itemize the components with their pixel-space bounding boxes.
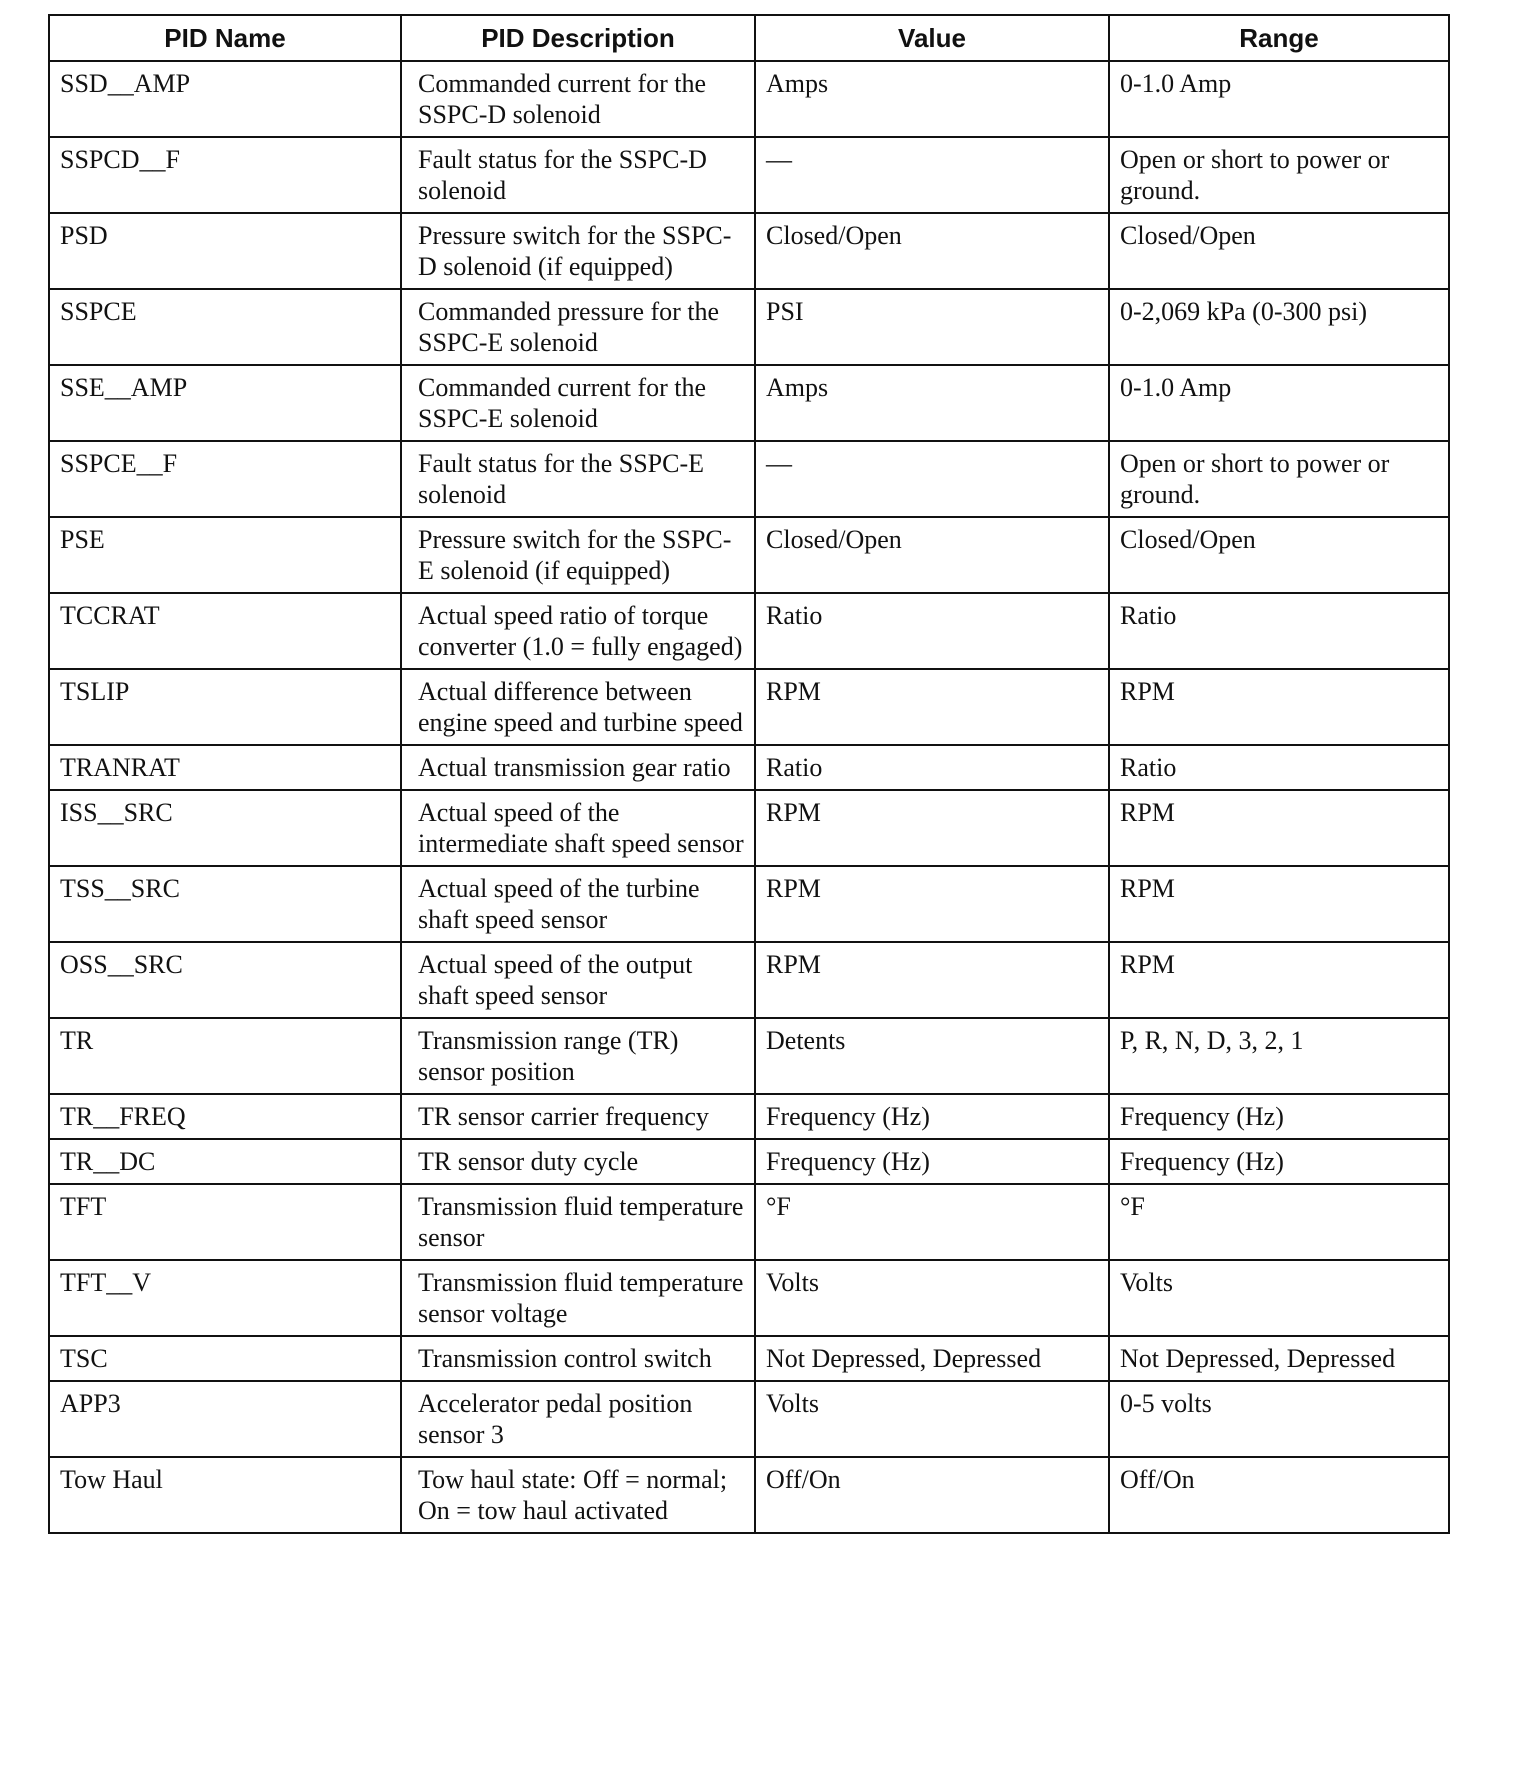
pid-range-cell: Ratio [1109, 593, 1449, 669]
pid-description-cell: Actual transmission gear ratio [401, 745, 755, 790]
pid-range-cell: 0-5 volts [1109, 1381, 1449, 1457]
pid-name-cell: PSD [49, 213, 401, 289]
pid-value-cell: RPM [755, 866, 1109, 942]
pid-name-cell: TSC [49, 1336, 401, 1381]
pid-name-cell: SSD__AMP [49, 61, 401, 137]
table-row [49, 1260, 1449, 1336]
pid-name-cell: TFT__V [49, 1260, 401, 1336]
pid-name-cell: APP3 [49, 1381, 401, 1457]
pid-value-cell: RPM [755, 669, 1109, 745]
table-row [49, 1018, 1449, 1094]
table-row [49, 61, 1449, 137]
pid-range-cell: 0-1.0 Amp [1109, 61, 1449, 137]
pid-description-cell: Commanded pressure for the SSPC-E solenoid [401, 289, 755, 365]
table-body [49, 61, 1449, 1533]
pid-range-cell: Closed/Open [1109, 213, 1449, 289]
pid-range-cell: 0-2,069 kPa (0-300 psi) [1109, 289, 1449, 365]
table-row [49, 1381, 1449, 1457]
pid-description-cell: Fault status for the SSPC-E solenoid [401, 441, 755, 517]
pid-description-cell: Transmission control switch [401, 1336, 755, 1381]
table-row [49, 1336, 1449, 1381]
pid-name-cell: TFT [49, 1184, 401, 1260]
pid-description-cell: Pressure switch for the SSPC-D solenoid (if equipped) [401, 213, 755, 289]
pid-range-cell: RPM [1109, 790, 1449, 866]
table-row [49, 593, 1449, 669]
table-row [49, 441, 1449, 517]
pid-range-cell: Frequency (Hz) [1109, 1139, 1449, 1184]
pid-value-cell: Frequency (Hz) [755, 1139, 1109, 1184]
pid-description-cell: TR sensor carrier frequency [401, 1094, 755, 1139]
pid-description-cell: Transmission fluid temperature sensor [401, 1184, 755, 1260]
pid-value-cell: Amps [755, 61, 1109, 137]
pid-name-cell: TSLIP [49, 669, 401, 745]
pid-name-cell: PSE [49, 517, 401, 593]
pid-range-cell: Open or short to power or ground. [1109, 137, 1449, 213]
pid-name-cell: SSPCE__F [49, 441, 401, 517]
pid-value-cell: Closed/Open [755, 213, 1109, 289]
pid-name-cell: TSS__SRC [49, 866, 401, 942]
pid-description-cell: Pressure switch for the SSPC-E solenoid (if equipped) [401, 517, 755, 593]
table-row [49, 289, 1449, 365]
pid-range-cell: °F [1109, 1184, 1449, 1260]
pid-name-cell: SSPCD__F [49, 137, 401, 213]
table-row [49, 1139, 1449, 1184]
pid-range-cell: P, R, N, D, 3, 2, 1 [1109, 1018, 1449, 1094]
pid-value-cell: Volts [755, 1260, 1109, 1336]
pid-description-cell: Tow haul state: Off = normal; On = tow haul activated [401, 1457, 755, 1533]
pid-value-cell: Ratio [755, 593, 1109, 669]
table-row [49, 517, 1449, 593]
pid-value-cell: PSI [755, 289, 1109, 365]
pid-value-cell: — [755, 441, 1109, 517]
header-row [49, 15, 1449, 61]
pid-range-cell: Ratio [1109, 745, 1449, 790]
pid-value-cell: Off/On [755, 1457, 1109, 1533]
table-row [49, 1184, 1449, 1260]
pid-description-cell: Actual speed of the intermediate shaft speed sensor [401, 790, 755, 866]
pid-value-cell: Frequency (Hz) [755, 1094, 1109, 1139]
pid-value-cell: Ratio [755, 745, 1109, 790]
pid-name-cell: OSS__SRC [49, 942, 401, 1018]
pid-description-cell: Transmission fluid temperature sensor voltage [401, 1260, 755, 1336]
pid-name-cell: TCCRAT [49, 593, 401, 669]
pid-name-cell: SSE__AMP [49, 365, 401, 441]
header-range: Range [1109, 15, 1449, 61]
pid-value-cell: Not Depressed, Depressed [755, 1336, 1109, 1381]
pid-name-cell: SSPCE [49, 289, 401, 365]
pid-range-cell: Volts [1109, 1260, 1449, 1336]
table-row [49, 365, 1449, 441]
header-pid-name: PID Name [49, 15, 401, 61]
pid-range-cell: 0-1.0 Amp [1109, 365, 1449, 441]
table-row [49, 1457, 1449, 1533]
pid-name-cell: Tow Haul [49, 1457, 401, 1533]
pid-description-cell: TR sensor duty cycle [401, 1139, 755, 1184]
pid-description-cell: Actual speed ratio of torque converter (1.0 = fully engaged) [401, 593, 755, 669]
header-value: Value [755, 15, 1109, 61]
table-row [49, 866, 1449, 942]
pid-range-cell: RPM [1109, 866, 1449, 942]
pid-description-cell: Actual speed of the output shaft speed sensor [401, 942, 755, 1018]
table-row [49, 745, 1449, 790]
pid-range-cell: Frequency (Hz) [1109, 1094, 1449, 1139]
pid-value-cell: RPM [755, 790, 1109, 866]
pid-description-cell: Actual difference between engine speed and turbine speed [401, 669, 755, 745]
pid-range-cell: Off/On [1109, 1457, 1449, 1533]
table-row [49, 790, 1449, 866]
pid-range-cell: Closed/Open [1109, 517, 1449, 593]
pid-value-cell: RPM [755, 942, 1109, 1018]
pid-name-cell: TRANRAT [49, 745, 401, 790]
pid-name-cell: TR [49, 1018, 401, 1094]
pid-value-cell: — [755, 137, 1109, 213]
pid-value-cell: Detents [755, 1018, 1109, 1094]
pid-range-cell: Open or short to power or ground. [1109, 441, 1449, 517]
header-pid-description: PID Description [401, 15, 755, 61]
pid-range-cell: RPM [1109, 942, 1449, 1018]
pid-value-cell: Amps [755, 365, 1109, 441]
table-row [49, 942, 1449, 1018]
table-header [49, 15, 1449, 61]
table-row [49, 213, 1449, 289]
table-row [49, 137, 1449, 213]
pid-description-cell: Fault status for the SSPC-D solenoid [401, 137, 755, 213]
pid-range-cell: RPM [1109, 669, 1449, 745]
pid-description-cell: Accelerator pedal position sensor 3 [401, 1381, 755, 1457]
pid-name-cell: TR__FREQ [49, 1094, 401, 1139]
pid-name-cell: TR__DC [49, 1139, 401, 1184]
pid-value-cell: °F [755, 1184, 1109, 1260]
pid-description-cell: Commanded current for the SSPC-D solenoid [401, 61, 755, 137]
pid-value-cell: Volts [755, 1381, 1109, 1457]
pid-range-cell: Not Depressed, Depressed [1109, 1336, 1449, 1381]
pid-description-cell: Actual speed of the turbine shaft speed sensor [401, 866, 755, 942]
pid-description-cell: Transmission range (TR) sensor position [401, 1018, 755, 1094]
table-row [49, 669, 1449, 745]
pid-name-cell: ISS__SRC [49, 790, 401, 866]
table-row [49, 1094, 1449, 1139]
pid-description-cell: Commanded current for the SSPC-E solenoid [401, 365, 755, 441]
pid-value-cell: Closed/Open [755, 517, 1109, 593]
pid-table [48, 14, 1450, 1534]
